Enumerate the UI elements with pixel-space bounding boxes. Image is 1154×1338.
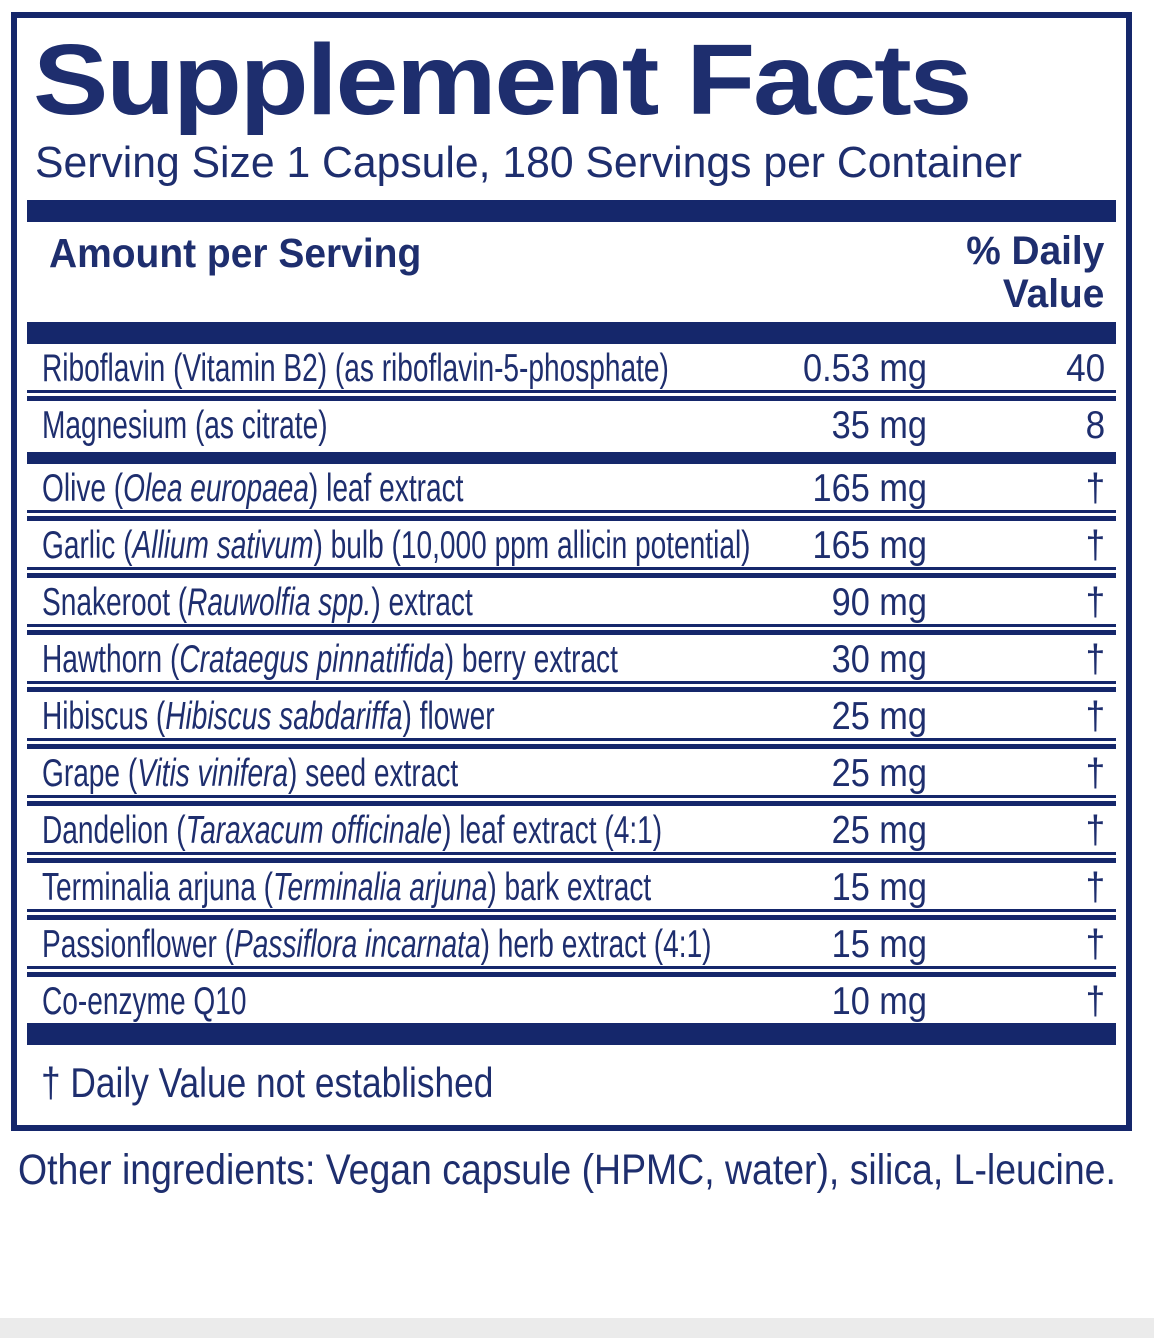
table-row (27, 344, 1116, 390)
table-row (27, 401, 1116, 447)
row-separator (27, 795, 1116, 806)
ingredient-name: Dandelion (Taraxacum officinale) leaf extract (4:1) (42, 809, 663, 852)
panel-title: Supplement Facts (33, 24, 971, 136)
ingredient-name: Hawthorn (Crataegus pinnatifida) berry extract (42, 638, 618, 681)
ingredient-amount: 90 mg (831, 581, 927, 624)
row-separator (27, 510, 1116, 521)
table-row (27, 920, 1116, 966)
ingredient-daily-value: 40 (1066, 347, 1106, 390)
table-header (27, 222, 1116, 322)
ingredient-name: Terminalia arjuna (Terminalia arjuna) bark extract (42, 866, 652, 909)
ingredient-name: Riboflavin (Vitamin B2) (as riboflavin-5-phosphate) (42, 347, 669, 390)
table-row (27, 521, 1116, 567)
ingredient-name: Passionflower (Passiflora incarnata) herb extract (4:1) (42, 923, 712, 966)
divider-bar-top (27, 200, 1116, 222)
ingredient-daily-value: † (1085, 638, 1106, 681)
ingredient-name: Co-enzyme Q10 (42, 980, 247, 1023)
ingredient-name: Magnesium (as citrate) (42, 404, 328, 447)
table-row (27, 977, 1116, 1023)
table-row (27, 806, 1116, 852)
table-row (27, 635, 1116, 681)
ingredient-amount: 0.53 mg (802, 347, 927, 390)
ingredient-amount: 15 mg (831, 866, 927, 909)
table-row (27, 749, 1116, 795)
serving-size-line: Serving Size 1 Capsule, 180 Servings per Container (35, 138, 1022, 187)
column-header-amount: Amount per Serving (49, 230, 422, 276)
supplement-facts-panel (11, 12, 1132, 1131)
cropped-text-band (0, 1318, 1154, 1338)
divider-bar-bottom (27, 1023, 1116, 1045)
ingredient-daily-value: † (1085, 695, 1106, 738)
ingredient-amount: 35 mg (831, 404, 927, 447)
row-separator (27, 390, 1116, 401)
daily-value-footnote (27, 1045, 1116, 1125)
row-separator (27, 909, 1116, 920)
ingredient-daily-value: † (1085, 866, 1106, 909)
ingredient-daily-value: † (1085, 809, 1106, 852)
divider-bar-header (27, 322, 1116, 344)
table-row (27, 578, 1116, 624)
ingredient-name: Grape (Vitis vinifera) seed extract (42, 752, 459, 795)
section-divider-bar (27, 452, 1116, 464)
daily-value-header-line2: Value (1002, 272, 1104, 316)
row-separator (27, 852, 1116, 863)
ingredient-daily-value: † (1085, 581, 1106, 624)
ingredient-amount: 30 mg (831, 638, 927, 681)
table-row (27, 863, 1116, 909)
row-separator (27, 567, 1116, 578)
row-separator (27, 624, 1116, 635)
ingredient-amount: 25 mg (831, 695, 927, 738)
ingredient-name: Snakeroot (Rauwolfia spp.) extract (42, 581, 473, 624)
daily-value-header-line1: % Daily (965, 229, 1104, 273)
ingredient-daily-value: † (1085, 524, 1106, 567)
ingredient-amount: 165 mg (812, 467, 927, 510)
ingredient-daily-value: 8 (1085, 404, 1106, 447)
ingredient-amount: 25 mg (831, 752, 927, 795)
ingredient-daily-value: † (1085, 923, 1106, 966)
other-ingredients-line: Other ingredients: Vegan capsule (HPMC, water), silica, L-leucine. (18, 1146, 1116, 1194)
ingredient-name: Hibiscus (Hibiscus sabdariffa) flower (42, 695, 495, 738)
row-separator (27, 681, 1116, 692)
row-separator (27, 738, 1116, 749)
column-header-daily-value (966, 230, 1104, 316)
table-row (27, 464, 1116, 510)
ingredient-daily-value: † (1085, 980, 1106, 1023)
table-row (27, 692, 1116, 738)
ingredient-amount: 15 mg (831, 923, 927, 966)
ingredient-daily-value: † (1085, 752, 1106, 795)
ingredient-name: Olive (Olea europaea) leaf extract (42, 467, 464, 510)
ingredient-rows (27, 344, 1116, 1023)
row-separator (27, 966, 1116, 977)
ingredient-amount: 10 mg (831, 980, 927, 1023)
ingredient-amount: 25 mg (831, 809, 927, 852)
ingredient-amount: 165 mg (812, 524, 927, 567)
daily-value-footnote-text: † Daily Value not established (41, 1059, 494, 1106)
ingredient-daily-value: † (1085, 467, 1106, 510)
ingredient-name: Garlic (Allium sativum) bulb (10,000 ppm allicin potential) (42, 524, 751, 567)
